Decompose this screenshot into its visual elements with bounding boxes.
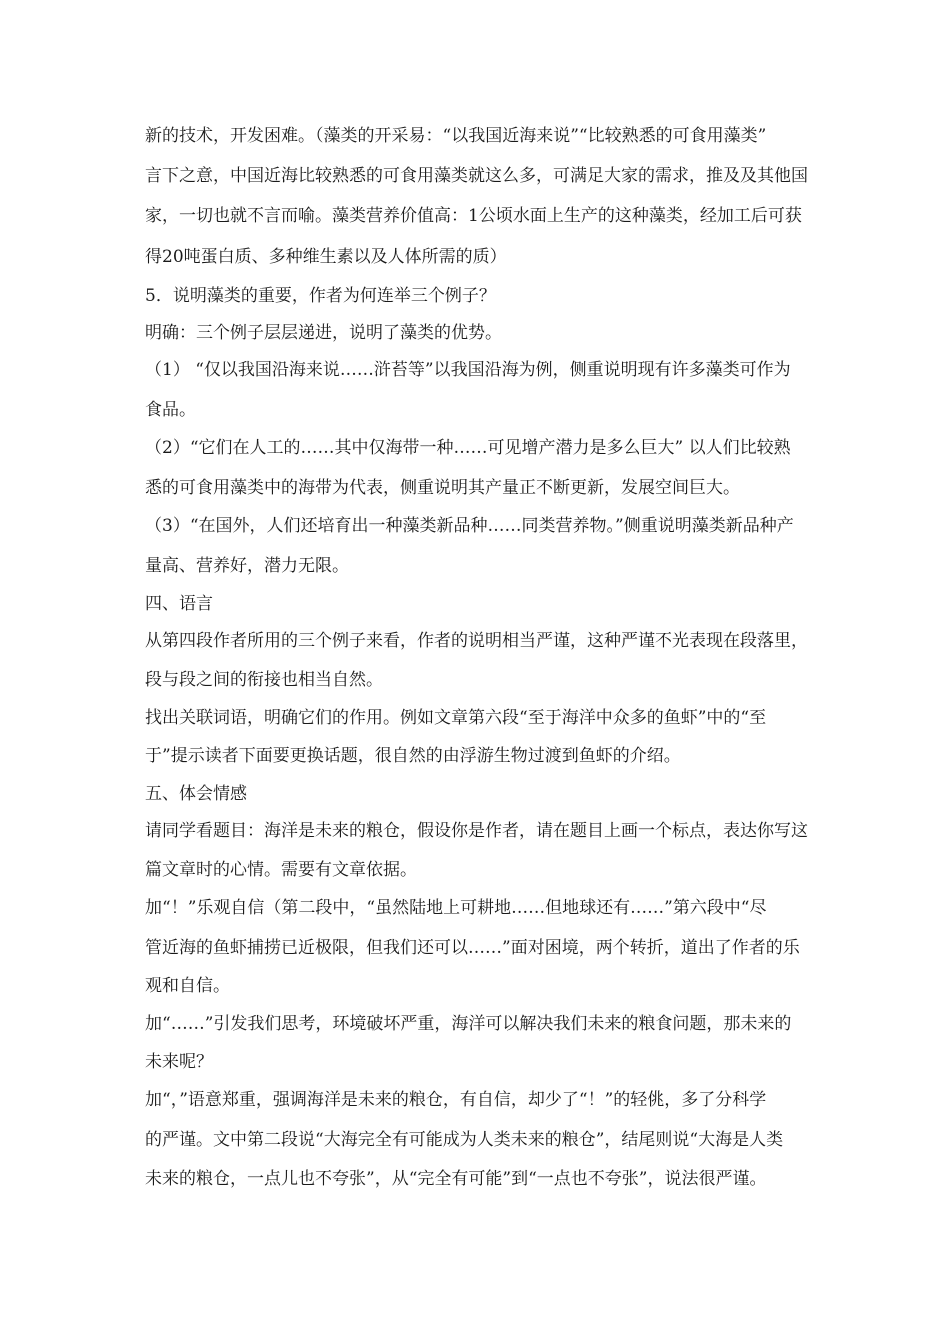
text-line: （2）“它们在人工的……其中仅海带一种……可见增产潜力是多么巨大” 以人们比较熟 [145, 438, 791, 458]
text-line: 加“……”引发我们思考，环境破坏严重，海洋可以解决我们未来的粮食问题，那未来的 [145, 1014, 792, 1034]
text-line: 的严谨。文中第二段说“大海完全有可能成为人类未来的粮仓”，结尾则说“大海是人类 [145, 1130, 784, 1150]
text-line: 悉的可食用藻类中的海带为代表，侧重说明其产量正不断更新，发展空间巨大。 [145, 478, 740, 498]
text-line: 未来呢？ [145, 1052, 213, 1072]
text-line: 加“！”乐观自信（第二段中，“虽然陆地上可耕地……但地球还有……”第六段中“尽 [145, 898, 767, 918]
section-heading: 五、体会情感 [145, 784, 247, 804]
text-line: 篇文章时的心情。需要有文章依据。 [145, 860, 417, 880]
text-line: 量高、营养好，潜力无限。 [145, 556, 349, 576]
section-item: 5．说明藻类的重要，作者为何连举三个例子？ [145, 286, 496, 306]
text-line: 食品。 [145, 400, 196, 420]
text-line: 观和自信。 [145, 976, 230, 996]
text-line: 找出关联词语，明确它们的作用。例如文章第六段“至于海洋中众多的鱼虾”中的“至 [145, 708, 767, 728]
text-line: 家，一切也就不言而喻。藻类营养价值高：1公顷水面上生产的这种藻类，经加工后可获 [145, 206, 802, 226]
text-line: 未来的粮仓，一点儿也不夸张”，从“完全有可能”到“一点也不夸张”，说法很严谨。 [145, 1169, 767, 1189]
text-line: 管近海的鱼虾捕捞已近极限，但我们还可以……”面对困境，两个转折，道出了作者的乐 [145, 938, 800, 958]
text-line: 明确：三个例子层层递进，说明了藻类的优势。 [145, 323, 502, 343]
text-line: （1） “仅以我国沿海来说……浒苔等”以我国沿海为例，侧重说明现有许多藻类可作为 [145, 360, 791, 380]
text-line: 段与段之间的衔接也相当自然。 [145, 670, 383, 690]
text-line: 从第四段作者所用的三个例子来看，作者的说明相当严谨，这种严谨不光表现在段落里， [145, 631, 808, 651]
text-line: 言下之意，中国近海比较熟悉的可食用藻类就这么多，可满足大家的需求，推及及其他国 [145, 166, 808, 186]
section-heading: 四、语言 [145, 594, 213, 614]
text-line: 于”提示读者下面要更换话题，很自然的由浮游生物过渡到鱼虾的介绍。 [145, 746, 681, 766]
text-line: 加“，”语意郑重，强调海洋是未来的粮仓，有自信，却少了“！”的轻佻，多了分科学 [145, 1090, 767, 1110]
text-line: 得20吨蛋白质、多种维生素以及人体所需的质） [145, 247, 507, 267]
text-line: （3）“在国外，人们还培育出一种藻类新品种……同类营养物。”侧重说明藻类新品种产 [145, 516, 794, 536]
text-line: 请同学看题目：海洋是未来的粮仓，假设你是作者，请在题目上画一个标点，表达你写这 [145, 821, 808, 841]
text-line: 新的技术，开发困难。（藻类的开采易：“以我国近海来说”“比较熟悉的可食用藻类” [145, 126, 767, 146]
